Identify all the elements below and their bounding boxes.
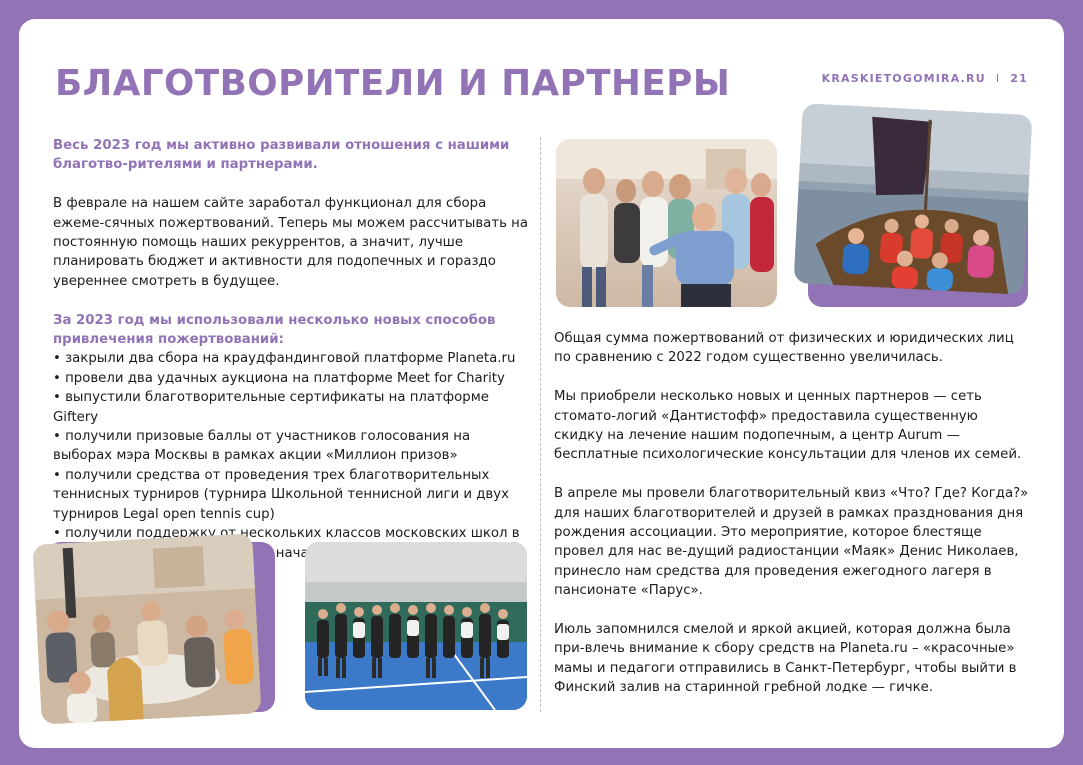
list-item: • закрыли два сбора на краудфандинговой платформе Planeta.ru [53,351,516,367]
paragraph-monthly-donations: В феврале на нашем сайте заработал функционал для сбора ежеме-сячных пожертвований. Теперь мы можем рассчитывать на постоянную помощь наших рекуррентов, а значит, лучше планировать бюджет и активности для подопечных и гораздо увереннее смотреть в будущее. [53,196,528,289]
list-item: • провели два удачных аукциона на платформе Meet for Charity [53,370,505,386]
photo-boat [793,103,1032,295]
paragraph-july-boat: Июль запомнился смелой и яркой акцией, которая должна была при-влечь внимание к сбору средств на Planeta.ru – «красочные» мамы и педагоги отправились в Санкт-Петербург, чтобы выйти в Финский залив на старинной гребной лодке — гичке. [554,622,1017,696]
list-item: • получили призовые баллы от участников голосования на выборах мэра Москвы в рамках акции «Миллион призов» [53,429,471,464]
list-item: • выпустили благотворительные сертификаты на платформе Giftery [53,390,489,425]
photo-tennis-tournament [305,542,527,710]
list-item: • получили средства от проведения трех благотворительных теннисных турниров (турнира Школьной теннисной лиги и двух турниров Legal open tennis cup) [53,467,509,522]
page-title: БЛАГОТВОРИТЕЛИ И ПАРТНЕРЫ [55,63,731,104]
column-divider [540,137,541,712]
site-url[interactable]: KRASKIETOGOMIRA.RU [821,72,986,85]
page-number: 21 [1010,72,1028,85]
list-item: • получили поддержку от нескольких классов московских школ в началу [53,526,520,561]
photo-group-event [556,139,777,307]
paragraph-quiz: В апреле мы провели благотворительный квиз «Что? Где? Когда?» для наших благотворителей и друзей в рамках празднования дня рождения ассоциации. Это мероприятие, которое блестяще провел для нас ве-дущий радиостанции «Маяк» Денис Николаев, принесло нам средства для проведения ежегодного лагеря в пансионате «Парус». [554,486,1029,599]
site-header [822,72,1028,85]
page [19,19,1064,748]
paragraph-donations-total: Общая сумма пожертвований от физических и юридических лиц по сравнению с 2022 годом существенно увеличилась. [554,331,1014,366]
intro-accent: Весь 2023 год мы активно развивали отношения с нашими благотво-рителями и партнерами. [53,138,510,173]
paragraph-partners: Мы приобрели несколько новых и ценных партнеров — сеть стомато-логий «Дантистофф» предоставила существенную скидку на лечение нашим подопечным, а центр Aurum — бесплатные психологические консультации для членов их семей. [554,389,1022,463]
left-column [53,136,529,563]
photo-quiz-event [32,533,261,724]
right-column [554,329,1030,698]
list-heading: За 2023 год мы использовали несколько новых способов привлечения пожертвований: [53,312,496,348]
header-separator: I [995,72,1001,85]
